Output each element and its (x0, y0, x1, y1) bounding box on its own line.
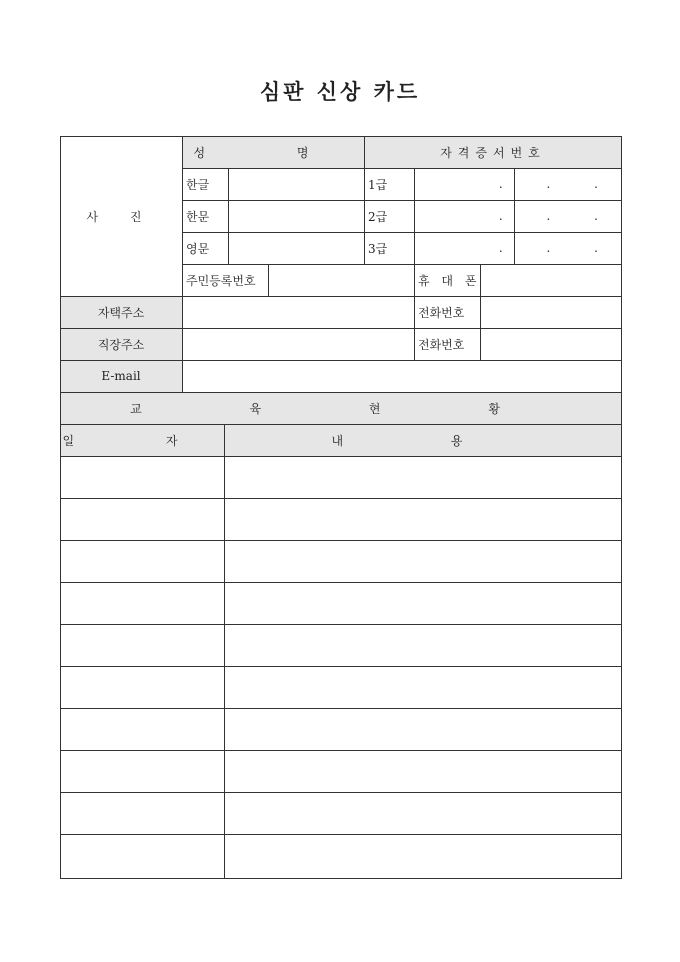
education-row[interactable] (60, 540, 622, 582)
photo-label: 사 진 (86, 209, 156, 224)
education-row[interactable] (60, 624, 622, 666)
education-row[interactable] (60, 708, 622, 750)
license-header (364, 136, 622, 168)
home-phone-label: 전화번호 (418, 305, 465, 320)
mobile-label (414, 264, 480, 296)
education-row[interactable] (60, 666, 622, 708)
license-header-label: 자격증서번호 (440, 145, 546, 160)
education-row[interactable] (60, 582, 622, 624)
work-address-label: 직장주소 (60, 328, 182, 360)
grade-2-label: 2급 (368, 209, 388, 224)
work-phone-field[interactable] (480, 328, 622, 360)
grade-3-label: 3급 (368, 241, 388, 256)
name-english-label: 영문 (186, 241, 210, 256)
education-row[interactable] (60, 750, 622, 792)
grade-1-label: 1급 (368, 177, 388, 192)
name-korean-label: 한글 (186, 177, 210, 192)
email-field[interactable] (182, 360, 622, 392)
home-address-field[interactable] (182, 296, 414, 328)
mobile-field[interactable] (480, 264, 622, 296)
email-label: E-mail (60, 360, 182, 392)
name-header (182, 136, 364, 168)
name-header-label: 성 명 (193, 145, 353, 160)
col-date-header (60, 424, 224, 456)
education-row[interactable] (60, 834, 622, 879)
col-content-label: 내 용 (331, 433, 515, 448)
education-title-label: 교 육 현 황 (130, 401, 552, 416)
grade-1-date-field[interactable]: . . . (498, 177, 618, 191)
form-title: 심판 신상 카드 (259, 79, 421, 104)
col-date-label: 일 자 (62, 433, 222, 448)
education-row[interactable] (60, 498, 622, 540)
name-korean-field[interactable] (228, 168, 364, 200)
work-phone-label: 전화번호 (418, 337, 465, 352)
grade-3-date-field[interactable]: . . . (498, 241, 618, 255)
name-hanja-label: 한문 (186, 209, 210, 224)
work-address-field[interactable] (182, 328, 414, 360)
education-row[interactable] (60, 456, 622, 498)
name-hanja-field[interactable] (228, 200, 364, 232)
home-address-label: 자택주소 (60, 296, 182, 328)
mobile-label-text: 휴 대 폰 (418, 273, 481, 288)
resident-no-label: 주민등록번호 (186, 273, 256, 288)
name-english-field[interactable] (228, 232, 364, 264)
photo-area[interactable] (60, 136, 182, 296)
home-phone-field[interactable] (480, 296, 622, 328)
resident-no-field[interactable] (268, 264, 414, 296)
col-content-header (224, 424, 622, 456)
education-title (60, 392, 622, 424)
education-row[interactable] (60, 792, 622, 834)
grade-2-date-field[interactable]: . . . (498, 209, 618, 223)
